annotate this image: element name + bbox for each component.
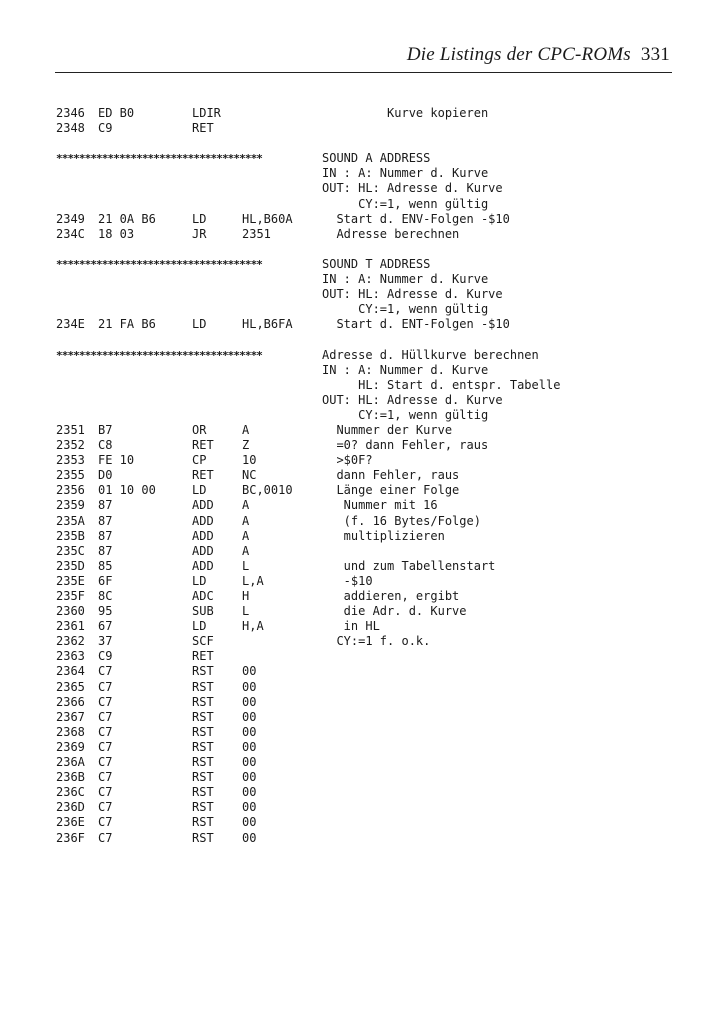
line-comment: SOUND A ADDRESS xyxy=(322,151,431,166)
line-operand: 00 xyxy=(242,724,257,739)
line-bytes: ED B0 xyxy=(98,106,135,120)
line-comment: HL: Start d. entspr. Tabelle xyxy=(322,377,561,392)
line-mnemonic: RST xyxy=(192,679,214,694)
line-comment: die Adr. d. Kurve xyxy=(322,604,467,619)
line-bytes: C7 xyxy=(98,739,113,754)
line-operand: H,A xyxy=(242,619,264,634)
line-bytes: C7 xyxy=(98,679,113,694)
listing-line xyxy=(56,242,674,257)
listing-line xyxy=(56,378,674,393)
line-mnemonic: ADC xyxy=(192,589,214,603)
listing-line xyxy=(56,559,674,574)
line-mnemonic: ADD xyxy=(192,558,214,573)
line-bytes: 87 xyxy=(98,528,113,543)
line-bytes: FE 10 xyxy=(98,453,135,468)
line-bytes: C7 xyxy=(98,800,113,815)
separator-line xyxy=(56,257,674,272)
line-comment: Kurve kopieren xyxy=(322,106,489,120)
line-mnemonic: RST xyxy=(192,709,214,724)
line-address: 2364 xyxy=(56,664,85,679)
listing-line xyxy=(56,453,674,468)
line-address: 234C xyxy=(56,226,85,241)
line-comment: (f. 16 Bytes/Folge) xyxy=(322,513,481,528)
listing-line xyxy=(56,423,674,438)
line-bytes: C7 xyxy=(98,755,113,770)
line-operand: HL,B60A xyxy=(242,211,293,226)
line-comment: >$0F? xyxy=(322,453,373,468)
line-bytes: D0 xyxy=(98,468,113,483)
line-comment: CY:=1, wenn gültig xyxy=(322,196,489,211)
listing-line xyxy=(56,302,674,317)
line-bytes: B7 xyxy=(98,422,113,437)
listing-line xyxy=(56,544,674,559)
line-operand: 00 xyxy=(242,664,257,679)
line-operand: A xyxy=(242,543,250,558)
line-address: 2352 xyxy=(56,438,85,453)
line-address: 2355 xyxy=(56,468,85,483)
line-bytes: 95 xyxy=(98,604,113,619)
line-mnemonic: SUB xyxy=(192,604,214,619)
line-mnemonic: LDIR xyxy=(192,106,221,120)
listing-line xyxy=(56,197,674,212)
listing-line xyxy=(56,483,674,498)
listing-line xyxy=(56,800,674,815)
header-rule xyxy=(55,72,672,73)
listing-line xyxy=(56,498,674,513)
line-mnemonic: RST xyxy=(192,785,214,800)
line-comment: OUT: HL: Adresse d. Kurve xyxy=(322,287,503,302)
line-bytes: C9 xyxy=(98,649,113,664)
line-bytes: C7 xyxy=(98,830,113,845)
line-comment: Start d. ENV-Folgen -$10 xyxy=(322,211,510,226)
listing-line xyxy=(56,121,674,136)
line-operand: A xyxy=(242,513,250,528)
line-mnemonic: LD xyxy=(192,573,207,588)
line-comment: CY:=1, wenn gültig xyxy=(322,302,489,317)
line-bytes: 21 FA B6 xyxy=(98,317,156,332)
listing-line xyxy=(56,695,674,710)
assembly-listing xyxy=(56,106,674,846)
line-bytes: 87 xyxy=(98,498,113,513)
listing-line xyxy=(56,529,674,544)
line-operand: 00 xyxy=(242,815,257,830)
line-operand: H xyxy=(242,589,250,603)
line-mnemonic: ADD xyxy=(192,528,214,543)
line-address: 2362 xyxy=(56,634,85,649)
listing-line xyxy=(56,514,674,529)
line-address: 2369 xyxy=(56,739,85,754)
line-address: 234E xyxy=(56,317,85,332)
line-comment: addieren, ergibt xyxy=(322,589,460,603)
line-bytes: 87 xyxy=(98,513,113,528)
line-operand: L,A xyxy=(242,573,264,588)
listing-line xyxy=(56,589,674,604)
line-address: 236F xyxy=(56,830,85,845)
line-mnemonic: SCF xyxy=(192,634,214,649)
listing-line xyxy=(56,317,674,332)
line-comment: CY:=1 f. o.k. xyxy=(322,634,431,649)
line-operand: 00 xyxy=(242,694,257,709)
line-comment: CY:=1, wenn gültig xyxy=(322,407,489,422)
line-address: 235B xyxy=(56,528,85,543)
listing-line xyxy=(56,815,674,830)
line-address: 2360 xyxy=(56,604,85,619)
line-mnemonic: RST xyxy=(192,724,214,739)
separator-stars: ************************************ xyxy=(56,152,263,166)
line-mnemonic: LD xyxy=(192,619,207,634)
line-bytes: 8C xyxy=(98,589,113,603)
line-address: 235A xyxy=(56,513,85,528)
line-bytes: 21 0A B6 xyxy=(98,211,156,226)
separator-line xyxy=(56,151,674,166)
line-comment: Adresse d. Hüllkurve berechnen xyxy=(322,347,539,362)
listing-line xyxy=(56,393,674,408)
line-mnemonic: RST xyxy=(192,800,214,815)
line-operand: 10 xyxy=(242,453,257,468)
listing-line xyxy=(56,166,674,181)
line-comment: multiplizieren xyxy=(322,528,445,543)
line-bytes: 85 xyxy=(98,558,113,573)
listing-line xyxy=(56,619,674,634)
listing-line xyxy=(56,785,674,800)
listing-line xyxy=(56,106,674,121)
line-address: 2368 xyxy=(56,724,85,739)
line-address: 236A xyxy=(56,755,85,770)
line-bytes: C7 xyxy=(98,724,113,739)
line-mnemonic: RST xyxy=(192,830,214,845)
listing-line xyxy=(56,363,674,378)
line-comment: IN : A: Nummer d. Kurve xyxy=(322,272,489,287)
line-operand: A xyxy=(242,498,250,513)
line-operand: 00 xyxy=(242,830,257,845)
line-bytes: C7 xyxy=(98,664,113,679)
line-operand: 2351 xyxy=(242,226,271,241)
line-mnemonic: OR xyxy=(192,422,207,437)
line-operand: 00 xyxy=(242,800,257,815)
line-operand: 00 xyxy=(242,755,257,770)
line-mnemonic: RST xyxy=(192,739,214,754)
line-bytes: C7 xyxy=(98,785,113,800)
line-mnemonic: LD xyxy=(192,317,207,332)
line-bytes: 6F xyxy=(98,573,113,588)
line-address: 2351 xyxy=(56,422,85,437)
line-mnemonic: RET xyxy=(192,468,214,483)
line-comment: dann Fehler, raus xyxy=(322,468,460,483)
line-comment: SOUND T ADDRESS xyxy=(322,256,431,271)
listing-line xyxy=(56,649,674,664)
line-mnemonic: RST xyxy=(192,770,214,785)
line-bytes: 01 10 00 xyxy=(98,483,156,498)
line-operand: HL,B6FA xyxy=(242,317,293,332)
page-number: 331 xyxy=(640,44,670,65)
line-bytes: C8 xyxy=(98,438,113,453)
line-comment: in HL xyxy=(322,619,380,634)
listing-line xyxy=(56,212,674,227)
line-address: 2346 xyxy=(56,106,85,120)
line-mnemonic: RST xyxy=(192,755,214,770)
line-mnemonic: RET xyxy=(192,121,214,136)
line-address: 236B xyxy=(56,770,85,785)
line-comment: Nummer der Kurve xyxy=(322,422,453,437)
line-comment: Länge einer Folge xyxy=(322,483,460,498)
line-operand: 00 xyxy=(242,785,257,800)
line-address: 235C xyxy=(56,543,85,558)
line-address: 2353 xyxy=(56,453,85,468)
listing-line xyxy=(56,227,674,242)
line-bytes: 87 xyxy=(98,543,113,558)
line-mnemonic: ADD xyxy=(192,543,214,558)
line-operand: A xyxy=(242,528,250,543)
line-operand: L xyxy=(242,604,250,619)
line-mnemonic: LD xyxy=(192,483,207,498)
line-address: 2366 xyxy=(56,694,85,709)
line-address: 235D xyxy=(56,558,85,573)
line-bytes: 18 03 xyxy=(98,226,135,241)
line-bytes: C7 xyxy=(98,709,113,724)
line-operand: NC xyxy=(242,468,257,483)
line-mnemonic: JR xyxy=(192,226,207,241)
line-address: 236E xyxy=(56,815,85,830)
line-bytes: C7 xyxy=(98,694,113,709)
listing-line xyxy=(56,680,674,695)
listing-line xyxy=(56,725,674,740)
listing-line xyxy=(56,468,674,483)
line-comment: OUT: HL: Adresse d. Kurve xyxy=(322,392,503,407)
listing-line xyxy=(56,755,674,770)
line-mnemonic: LD xyxy=(192,211,207,226)
line-operand: 00 xyxy=(242,679,257,694)
listing-line xyxy=(56,831,674,846)
listing-line xyxy=(56,136,674,151)
line-operand: L xyxy=(242,558,250,573)
line-operand: 00 xyxy=(242,739,257,754)
line-address: 2356 xyxy=(56,483,85,498)
line-comment: -$10 xyxy=(322,573,373,588)
line-address: 235E xyxy=(56,573,85,588)
line-mnemonic: RST xyxy=(192,815,214,830)
line-bytes: C7 xyxy=(98,815,113,830)
listing-line xyxy=(56,181,674,196)
separator-stars: ************************************ xyxy=(56,257,263,271)
listing-line xyxy=(56,770,674,785)
line-mnemonic: RET xyxy=(192,438,214,453)
line-operand: Z xyxy=(242,438,250,453)
line-address: 2359 xyxy=(56,498,85,513)
listing-line xyxy=(56,574,674,589)
listing-line xyxy=(56,272,674,287)
line-address: 2348 xyxy=(56,121,85,136)
line-comment: und zum Tabellenstart xyxy=(322,558,496,573)
listing-line xyxy=(56,664,674,679)
line-mnemonic: CP xyxy=(192,453,207,468)
line-address: 235F xyxy=(56,589,85,603)
line-address: 236C xyxy=(56,785,85,800)
line-comment: IN : A: Nummer d. Kurve xyxy=(322,166,489,181)
line-bytes: 37 xyxy=(98,634,113,649)
line-bytes: C7 xyxy=(98,770,113,785)
line-comment: IN : A: Nummer d. Kurve xyxy=(322,362,489,377)
line-comment: Adresse berechnen xyxy=(322,226,460,241)
line-operand: BC,0010 xyxy=(242,483,293,498)
line-operand: 00 xyxy=(242,709,257,724)
line-operand: A xyxy=(242,422,250,437)
listing-line xyxy=(56,740,674,755)
line-bytes: C9 xyxy=(98,121,113,136)
line-comment: Nummer mit 16 xyxy=(322,498,438,513)
line-address: 2365 xyxy=(56,679,85,694)
listing-line xyxy=(56,438,674,453)
listing-line xyxy=(56,332,674,347)
line-address: 2361 xyxy=(56,619,85,634)
listing-line xyxy=(56,287,674,302)
page-header xyxy=(300,44,670,66)
line-mnemonic: ADD xyxy=(192,498,214,513)
line-mnemonic: ADD xyxy=(192,513,214,528)
listing-line xyxy=(56,634,674,649)
line-mnemonic: RST xyxy=(192,664,214,679)
separator-line xyxy=(56,348,674,363)
listing-line xyxy=(56,710,674,725)
line-bytes: 67 xyxy=(98,619,113,634)
line-mnemonic: RET xyxy=(192,649,214,664)
line-comment: =0? dann Fehler, raus xyxy=(322,438,489,453)
listing-line xyxy=(56,604,674,619)
listing-line xyxy=(56,408,674,423)
line-address: 2367 xyxy=(56,709,85,724)
separator-stars: ************************************ xyxy=(56,348,263,362)
line-comment: OUT: HL: Adresse d. Kurve xyxy=(322,181,503,196)
line-operand: 00 xyxy=(242,770,257,785)
line-address: 236D xyxy=(56,800,85,815)
book-title: Die Listings der CPC-ROMs xyxy=(406,44,631,65)
line-mnemonic: RST xyxy=(192,694,214,709)
line-address: 2349 xyxy=(56,211,85,226)
line-comment: Start d. ENT-Folgen -$10 xyxy=(322,317,510,332)
line-address: 2363 xyxy=(56,649,85,664)
